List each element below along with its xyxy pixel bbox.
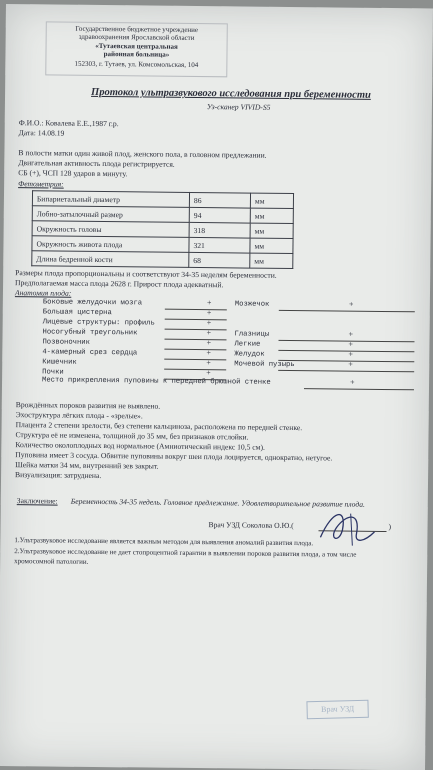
stamp-line: здравоохранения Ярославской области [78,32,195,42]
anatomy-label: Мочевой пузырь [234,360,295,370]
anatomy-label: Почки [42,368,64,377]
answer-line [278,370,414,372]
anatomy-mark: + [348,349,353,359]
measurement-unit: мм [250,208,293,223]
measurement-value: 68 [189,252,250,268]
anatomy-mark: + [206,318,212,328]
answer-line [164,359,226,361]
measurement-name: Окружность живота плода [32,236,189,253]
exam-date: Дата: 14.08.19 [18,128,65,138]
measurement-name: Лобно-затылочный размер [32,206,189,223]
anatomy-mark: + [348,329,354,339]
anatomy-mark: + [348,339,354,349]
scanner-label: Уз-сканер VIVID-S5 [206,102,271,112]
anatomy-mark: + [206,358,211,368]
table-row [32,251,293,269]
anatomy-heading: Анатомия плода: [14,288,72,298]
fetometry-table [31,190,294,269]
doctor-signature-close: ) [388,522,392,532]
finding-line: Эхоструктура лёгких плода - «зрелые». [15,410,143,421]
measurement-value: 318 [189,222,250,238]
note-2-continued: хромосомной патологии. [14,557,89,566]
note-2: 2.Ультразвуковое исследование не дает стопроцентной гарантии в выявлении пороков развития плода, а том числе [14,547,357,559]
anatomy-label: Мозжечок [234,300,270,309]
measurement-unit: мм [250,223,293,238]
anatomy-mark: + [206,368,211,378]
measurement-value: 321 [189,237,250,253]
anatomy-mark: + [348,299,354,309]
anatomy-label: Большая цистерна [42,308,112,318]
finding-line: Плацента 2 степени зрелости, без степени кальциноза, расположена по передней стенке. [15,420,303,433]
patient-name: Ф.И.О.: Ковалева Е.Е.,1987 г.р. [18,118,119,129]
institution-stamp [45,21,228,77]
measurement-value: 94 [189,207,250,223]
finding-line: Структура её не изменена, толщиной до 35 мм, без признаков отслойки. [15,430,249,442]
anatomy-label: 4-камерный срез сердца [42,348,138,358]
anatomy-mark: + [348,359,353,369]
anatomy-mark: + [206,338,212,348]
measurement-unit: мм [250,238,293,253]
doctor-stamp: Врач УЗД [306,700,368,720]
anatomy-mark: + [206,298,212,308]
answer-line [165,329,227,331]
measurement-value: 86 [189,192,250,208]
anatomy-label: Легкие [234,340,261,349]
measurement-name: Бипариетальный диаметр [32,191,189,208]
measurement-unit: мм [250,193,293,208]
heart-rate-line: СБ (+), ЧСП 128 ударов в минуту. [18,168,128,179]
measurement-name: Окружность головы [32,221,189,238]
conclusion-text: Беременность 34-35 недель. Головное предлежание. Удовлетворительное развитие плода. [70,496,365,509]
anatomy-label: Позвоночник [42,338,90,347]
handwritten-signature [312,503,386,548]
finding-line: Количество околоплодных вод нормальное (Амниотический индекс 10,5 см). [15,440,265,452]
finding-line: Врождённых пороков развития не выявлено. [15,400,161,411]
stamp-line: 152303, г. Тутаев, ул. Комсомольская, 104 [74,59,199,70]
doctor-signature-line: Врач УЗД Соколова О.Ю.( [208,520,294,531]
size-text: Размеры плода пропорциональны и соответствуют 34-35 неделям беременности. [15,268,277,280]
intro-line: Двигательная активность плода регистрируется. [18,158,175,169]
anatomy-mark: + [206,328,212,338]
note-1: 1.Ультразвуковое исследование является важным методом для выявления аномалий развития плода. [14,536,314,548]
answer-line [279,310,415,312]
anatomy-label: Носогубный треугольник [42,328,138,338]
measurement-name: Длина бедренной кости [32,251,189,268]
anatomy-label: Кишечник [42,358,77,367]
anatomy-label: Глазницы [234,330,270,339]
stamp-line: Государственное бюджетное учреждение [75,24,199,35]
answer-line [165,309,227,311]
answer-line [278,360,414,362]
anatomy-label: Боковые желудочки мозга [42,298,143,308]
answer-line [304,388,414,390]
finding-line: Пуповина имеет 3 сосуда. Обвитие пуповины вокруг шеи плода лоцируется, однократно, нетугое. [15,450,333,463]
intro-line: В полости матки один живой плод, женского пола, в головном предлежании. [18,148,267,160]
fetometry-heading: Фетометрия: [18,179,64,189]
answer-line [164,369,226,371]
answer-line [164,339,226,341]
finding-line: Визуализация: затруднена. [15,470,102,481]
umbilical-attachment-label: Место прикрепления пуповины к передней брюшной стенке [42,376,271,387]
anatomy-mark: + [206,348,211,358]
document-sheet [0,4,433,770]
size-text: Предполагаемая масса плода 2628 г. Прирост плода адекватный. [15,278,224,290]
stamp-line: районная больница» [103,50,170,59]
answer-line [164,349,226,351]
stamp-line: «Тутаевская центральная [95,41,178,51]
anatomy-label: Лицевые структуры: профиль [42,318,155,328]
conclusion-label: Заключение: [16,496,58,506]
answer-line [278,340,414,342]
answer-line [278,350,414,352]
document-title: Протокол ультразвукового исследования при беременности [91,86,371,101]
anatomy-mark: + [206,308,212,318]
finding-line: Шейка матки 34 мм, внутренний зев закрыт. [15,460,159,471]
measurement-unit: мм [250,253,293,268]
answer-line [165,319,227,321]
answer-mark: + [350,377,355,387]
anatomy-label: Желудок [234,350,265,359]
